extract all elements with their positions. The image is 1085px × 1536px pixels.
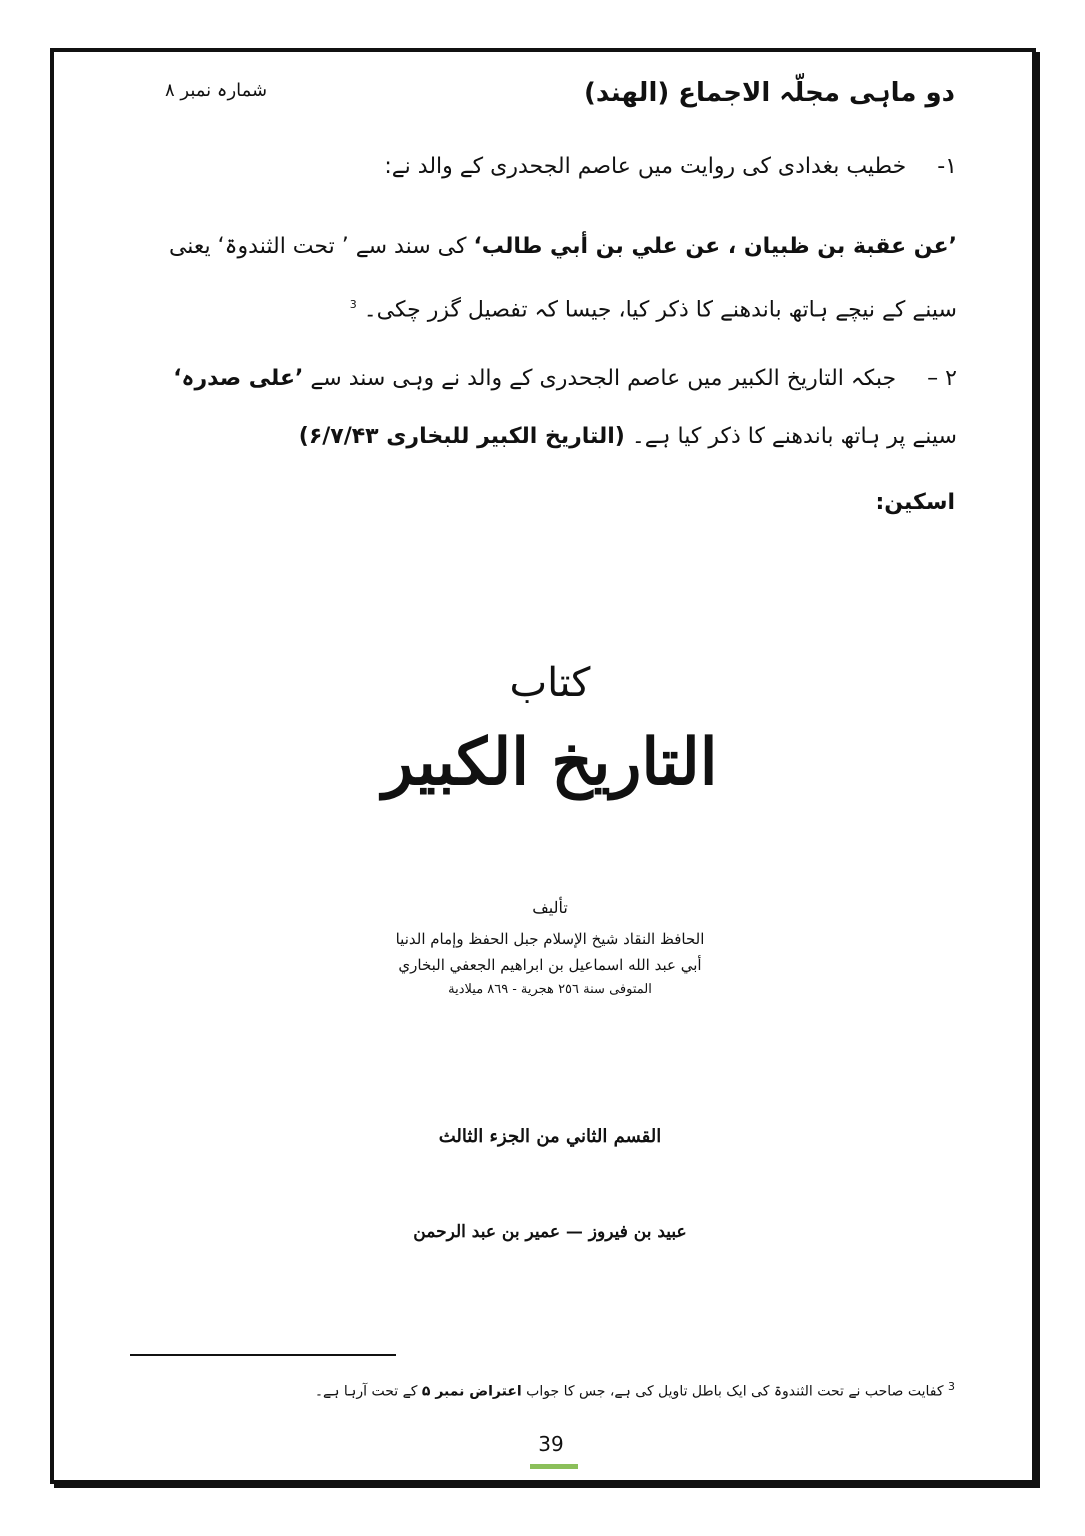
footnote-separator bbox=[130, 1354, 396, 1356]
scan-section: القسم الثاني من الجزء الثالث bbox=[438, 1126, 662, 1147]
page-number: 39 bbox=[538, 1432, 564, 1456]
scanned-title-page bbox=[340, 640, 760, 1260]
item-1-heading bbox=[127, 138, 957, 196]
scan-author-line-2: أبي عبد الله اسماعيل بن ابراهيم الجعفي البخاري bbox=[398, 956, 702, 974]
item-2-citation: (التاریخ الکبیر للبخاری ۶/۷/۴۳) bbox=[298, 424, 625, 449]
scan-talif: تأليف bbox=[532, 898, 568, 917]
footnote bbox=[315, 1380, 955, 1400]
item-2 bbox=[127, 350, 957, 466]
page-number-underline bbox=[530, 1464, 578, 1469]
item-1-text: خطیب بغدادی کی روایت میں عاصم الجحدری کے والد نے: bbox=[384, 154, 907, 179]
footnote-ref: 3 bbox=[349, 298, 357, 311]
scan-main-title: التاريخ الكبير bbox=[382, 725, 718, 800]
scan-label: اسکین: bbox=[875, 490, 955, 515]
issue-number: شمارہ نمبر ۸ bbox=[165, 80, 268, 101]
item-2-text-a: جبکہ التاریخ الکبیر میں عاصم الجحدری کے والد نے وہی سند سے bbox=[310, 366, 897, 391]
scan-author-line-3: المتوفى سنة ٢٥٦ هجرية - ٨٦٩ ميلادية bbox=[448, 982, 652, 997]
footnote-text: کفایت صاحب نے تحت الثندوۃ کی ایک باطل تاویل کی ہے، جس کا جواب bbox=[526, 1383, 944, 1400]
footnote-text-end: کے تحت آرہا ہے۔ bbox=[314, 1383, 418, 1400]
item-1-number: ۱- bbox=[937, 154, 957, 179]
item-2-number: ۲ – bbox=[927, 366, 957, 391]
footnote-marker: 3 bbox=[948, 1380, 955, 1393]
item-1-quote-rest: کی سند سے ’ تحت الثندوۃ‘ یعنی سینے کے نیچے ہاتھ باندھنے کا ذکر کیا، جیسا کہ تفصیل گزر چکی۔ bbox=[168, 234, 957, 323]
footnote-bold: اعتراض نمبر ۵ bbox=[421, 1383, 522, 1400]
scan-author-line-1: الحافظ النقاد شيخ الإسلام جبل الحفظ وإمام الدنيا bbox=[395, 930, 705, 948]
item-2-bold-phrase: ’علی صدرہ‘ bbox=[173, 366, 304, 391]
journal-title: دو ماہی مجلّہ الاجماع (الھند) bbox=[584, 78, 955, 108]
scan-kitab: كتاب bbox=[509, 660, 591, 706]
item-1-quote bbox=[127, 218, 957, 339]
item-2-text-b: سینے پر ہاتھ باندھنے کا ذکر کیا ہے۔ bbox=[631, 424, 957, 449]
scan-range: عبيد بن فيروز — عمير بن عبد الرحمن bbox=[413, 1222, 687, 1242]
item-1-quote-arabic: ’عن عقبة بن ظبيان ، عن علي بن أبي طالب‘ bbox=[473, 234, 957, 259]
